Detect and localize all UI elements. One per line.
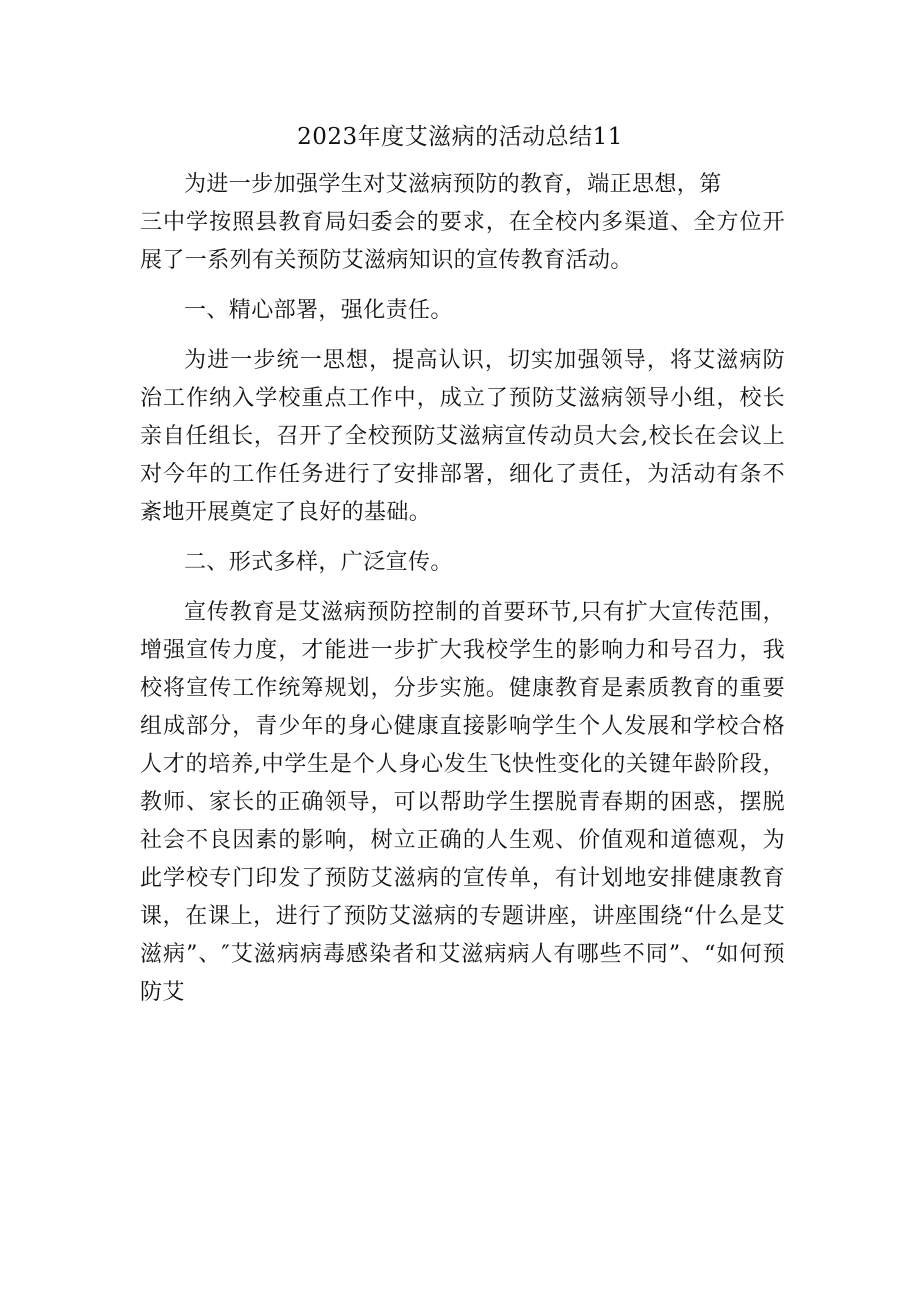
paragraph-section-1: 为进一步统一思想，提高认识，切实加强领导，将艾滋病防治工作纳入学校重点工作中，成立了预防艾滋病领导小组，校长亲自任组长，召开了全校预防艾滋病宣传动员大会,校长在会议上对今年的工作任务进行了安排部署，细化了责任，为活动有条不紊地开展奠定了良好的基础。 bbox=[140, 348, 785, 525]
paragraph-intro-rest: 三中学按照县教育局妇委会的要求，在全校内多渠道、全方位开展了一系列有关预防艾滋病知识的宣传教育活动。 bbox=[140, 210, 785, 273]
heading-section-2: 二、形式多样，广泛宣传。 bbox=[184, 550, 453, 575]
paragraph-section-2: 宣传教育是艾滋病预防控制的首要环节,只有扩大宣传范围，增强宣传力度，才能进一步扩大我校学生的影响力和号召力，我校将宣传工作统筹规划，分步实施。健康教育是素质教育的重要组成部分，青少年的身心健康直接影响学生个人发展和学校合格人才的培养,中学生是个人身心发生飞快性变化的关键年龄阶段，教师、家长的正确领导，可以帮助学生摆脱青春期的困惑，摆脱社会不良因素的影响，树立正确的人生观、价值观和道德观，为此学校专门印发了预防艾滋病的宣传单，有计划地安排健康教育课，在课上，进行了预防艾滋病的专题讲座，讲座围绕“什么是艾滋病”、″艾滋病病毒感染者和艾滋病病人有哪些不同”、“如何预防艾 bbox=[140, 600, 785, 1005]
document-body bbox=[140, 166, 785, 1024]
paragraph-intro bbox=[140, 166, 785, 280]
heading-section-1: 一、精心部署，强化责任。 bbox=[184, 298, 453, 323]
paragraph-intro-line-1: 为进一步加强学生对艾滋病预防的教育，端正思想，第 bbox=[184, 172, 722, 197]
document-title: 2023年度艾滋病的活动总结11 bbox=[297, 124, 623, 150]
